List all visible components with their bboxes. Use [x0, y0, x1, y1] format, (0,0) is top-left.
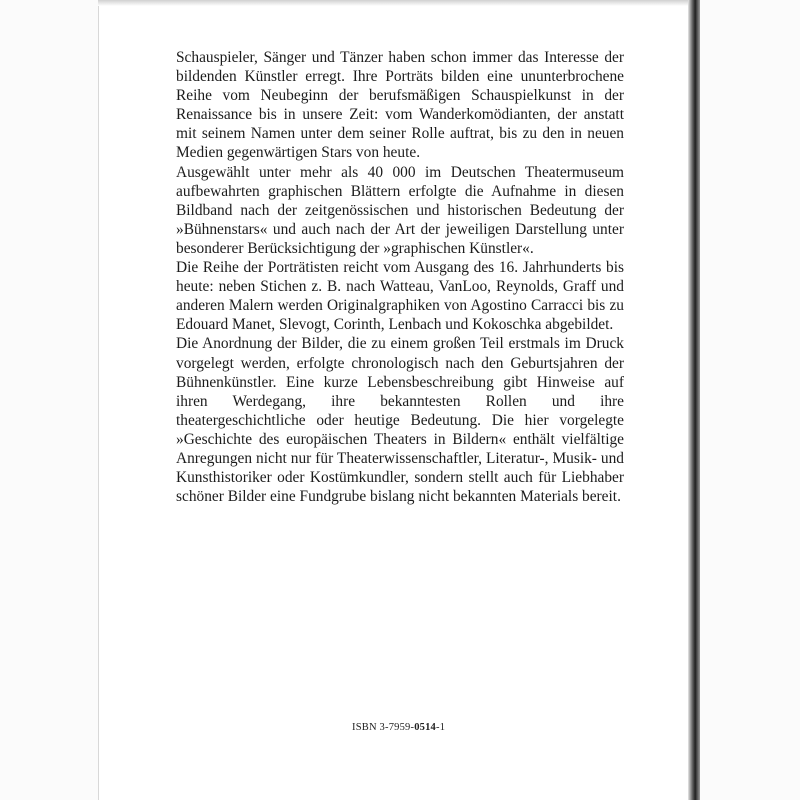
isbn-prefix: ISBN 3-7959- [352, 722, 415, 733]
paragraph-portraitists: Die Reihe der Porträtisten reicht vom Ausgang des 16. Jahrhunderts bis heute: neben Stichen z. B. nach Watteau, VanLoo, Reynolds, Graff und anderen Malern werden Originalgraphiken von Agostino Carracci bis zu Edouard Manet, Slevogt, Corinth, Lenbach und Kokoschka abgebildet. [176, 259, 624, 334]
blurb-text [176, 48, 624, 506]
paragraph-selection: Ausgewählt unter mehr als 40 000 im Deutschen Theatermuseum aufbewahrten graphischen Blättern erfolgte die Aufnahme in diesen Bildband nach der zeitgenössischen und historischen Bedeutung der »Bühnenstars« und auch nach der Art der jeweiligen Darstellung unter besonderer Berücksichtigung der »graphischen Künstler«. [176, 163, 624, 257]
isbn-suffix: -1 [436, 722, 446, 733]
page-top-edge [98, 0, 700, 6]
paragraph-arrangement: Die Anordnung der Bilder, die zu einem großen Teil erstmals im Druck vorgelegt werden, erfolgte chronologisch nach den Geburtsjahren der Bühnenkünstler. Eine kurze Lebensbeschreibung gibt Hinweise auf ihren Werdegang, ihre bekanntesten Rollen und ihre theatergeschichtliche oder heutige Bedeutung. Die hier vorgelegte »Geschichte des europäischen Theaters in Bildern« enthält vielfältige Anregungen nicht nur für Theaterwissenschaftler, Literatur-, Musik- und Kunsthistoriker oder Kostümkundler, sondern stellt auch für Liebhaber schöner Bilder eine Fundgrube bislang nicht bekannten Materials bereit. [176, 335, 624, 506]
page-right-edge-shadow [688, 0, 700, 800]
isbn-bold-part: 0514 [414, 722, 437, 733]
isbn-line [352, 722, 445, 733]
paragraph-intro: Schauspieler, Sänger und Tänzer haben schon immer das Interesse der bildenden Künstler erregt. Ihre Porträts bilden eine ununterbrochene Reihe vom Neubeginn der berufsmäßigen Schauspielkunst in der Renaissance bis in unsere Zeit: vom Wanderkomödianten, der anstatt mit seinem Namen unter dem seiner Rolle auftrat, bis zu den in neuen Medien gegenwärtigen Stars von heute. [176, 49, 624, 162]
